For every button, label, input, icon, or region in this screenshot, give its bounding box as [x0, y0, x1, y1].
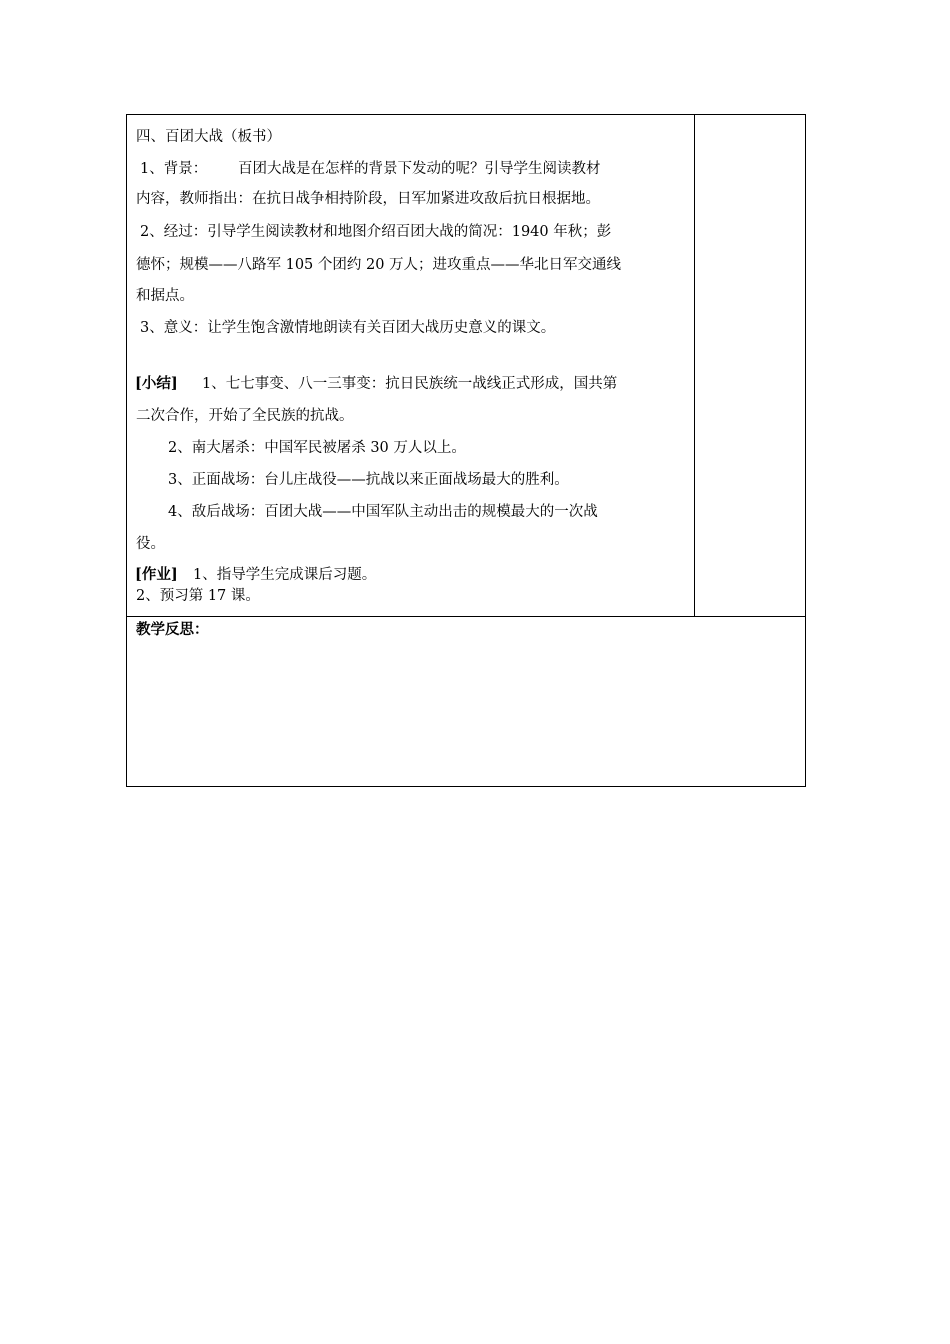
- homework-item-2: 2、预习第 17 课。: [136, 588, 260, 604]
- summary-item-4-cont: 役。: [136, 536, 165, 552]
- background-label: 1、背景：: [140, 161, 208, 177]
- summary-item-1: 1、七七事变、八一三事变：抗日民族统一战线正式形成，国共第: [202, 376, 618, 392]
- summary-label: [小结]: [135, 375, 178, 392]
- background-text-cont: 内容，教师指出：在抗日战争相持阶段，日军加紧进攻敌后抗日根据地。: [136, 191, 600, 207]
- homework-label: [作业]: [135, 566, 178, 583]
- significance-line: 3、意义：让学生饱含激情地朗读有关百团大战历史意义的课文。: [140, 320, 556, 336]
- lesson-content-cell: [127, 115, 695, 617]
- reflection-label: 教学反思：: [136, 621, 209, 638]
- process-line-2: 德怀；规模——八路军 105 个团约 20 万人；进攻重点——华北日军交通线: [136, 257, 622, 273]
- summary-item-4: 4、敌后战场：百团大战——中国军队主动出击的规模最大的一次战: [168, 504, 598, 520]
- notes-cell: [695, 115, 805, 617]
- homework-item-1: 1、指导学生完成课后习题。: [193, 567, 377, 583]
- summary-item-1-cont: 二次合作，开始了全民族的抗战。: [136, 408, 354, 424]
- summary-item-2: 2、南大屠杀：中国军民被屠杀 30 万人以上。: [168, 440, 466, 456]
- summary-item-3: 3、正面战场：台儿庄战役——抗战以来正面战场最大的胜利。: [168, 472, 569, 488]
- process-line-3: 和据点。: [136, 288, 194, 304]
- lesson-plan-table: [126, 114, 806, 787]
- reflection-cell: [127, 617, 805, 786]
- process-line-1: 2、经过：引导学生阅读教材和地图介绍百团大战的简况：1940 年秋；彭: [140, 224, 612, 240]
- section-title: 四、百团大战（板书）: [136, 129, 281, 145]
- background-text: 百团大战是在怎样的背景下发动的呢？引导学生阅读教材: [238, 161, 601, 177]
